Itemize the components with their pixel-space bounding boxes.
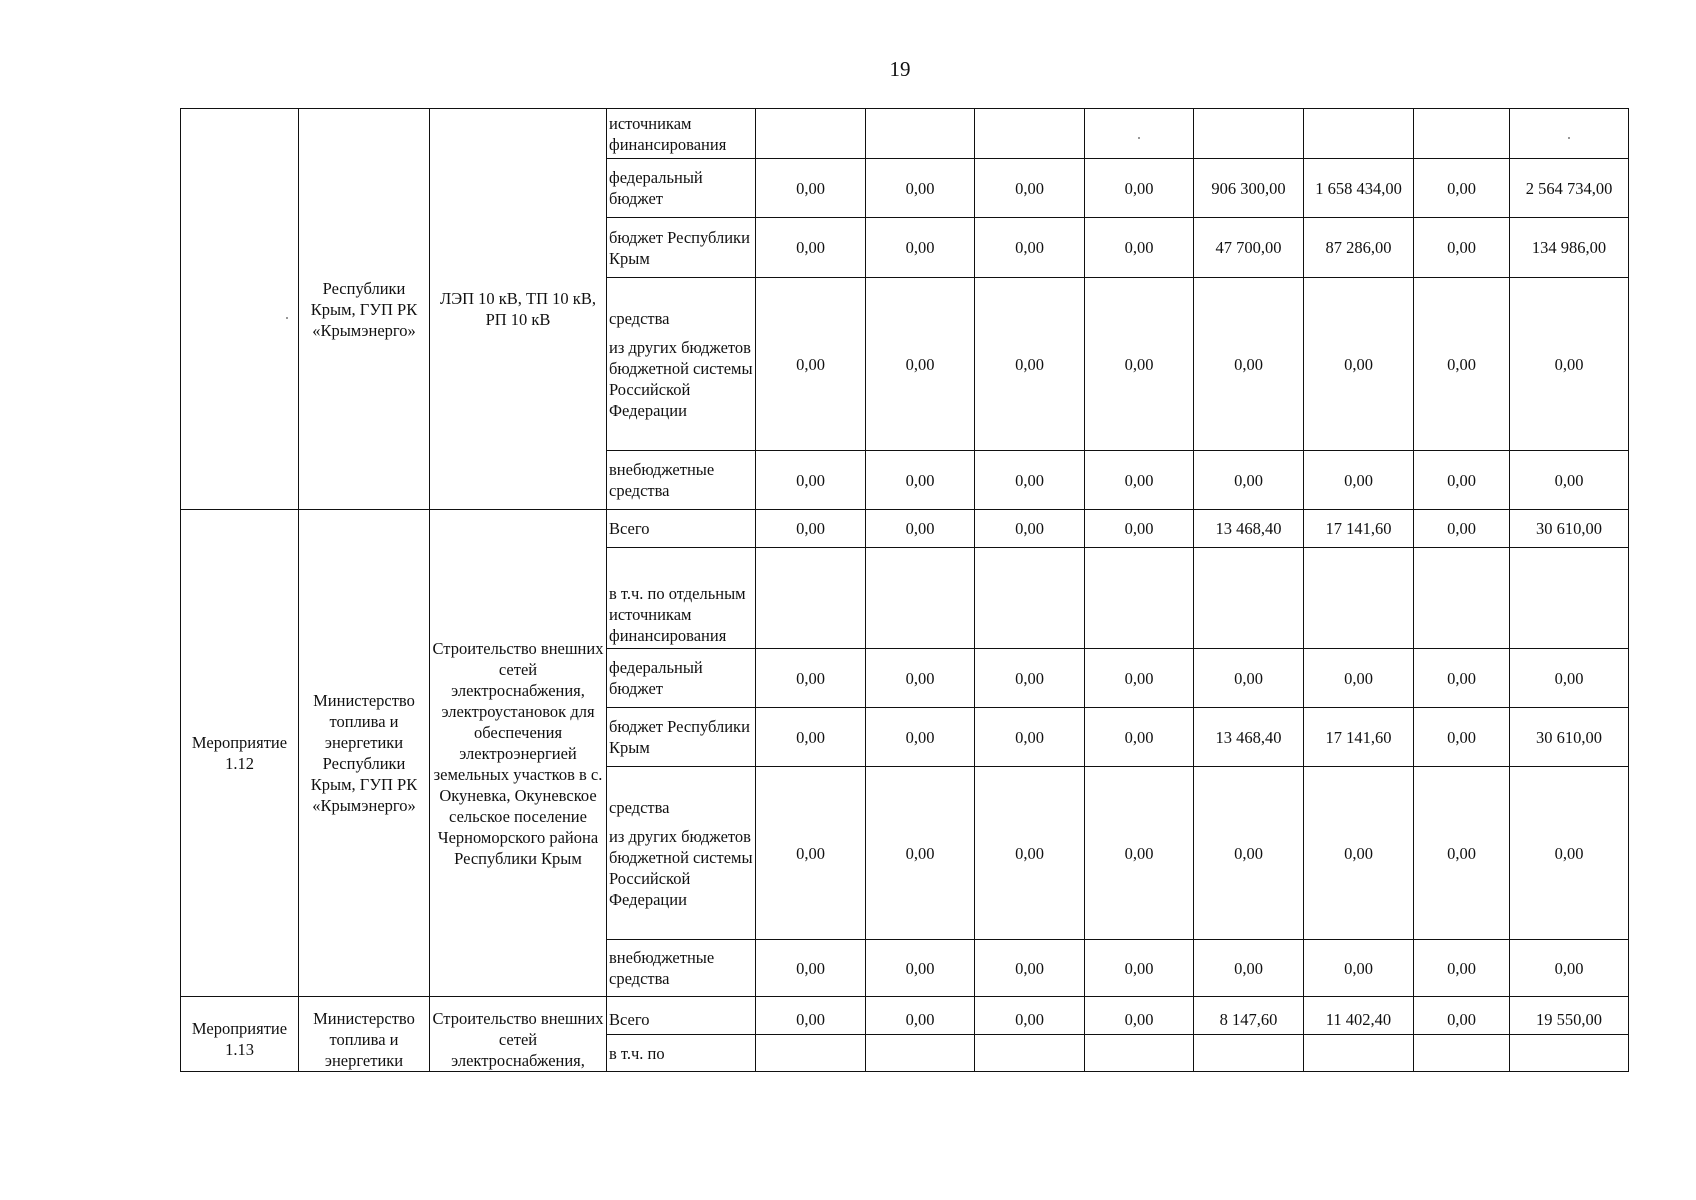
value-cell bbox=[1510, 548, 1629, 649]
budget-table bbox=[180, 108, 1629, 1072]
source-cell: федеральный бюджет bbox=[607, 649, 756, 708]
value-cell bbox=[975, 109, 1085, 159]
source-cell: бюджет Республики Крым bbox=[607, 708, 756, 767]
value-cell: 0,00 bbox=[1085, 649, 1194, 708]
value-cell: 0,00 bbox=[866, 997, 975, 1035]
source-cell: средства из других бюджетов бюджетной системы Российской Федерации bbox=[607, 767, 756, 940]
value-cell: 0,00 bbox=[1510, 940, 1629, 997]
scan-dot bbox=[1568, 137, 1570, 139]
value-cell: 0,00 bbox=[756, 940, 866, 997]
value-cell: 0,00 bbox=[866, 940, 975, 997]
object-cell: Строительство внешних сетей электроснабжения, bbox=[430, 997, 607, 1072]
value-cell: 0,00 bbox=[975, 997, 1085, 1035]
value-cell: 0,00 bbox=[1085, 451, 1194, 510]
value-cell: 0,00 bbox=[1414, 767, 1510, 940]
value-cell: 13 468,40 bbox=[1194, 510, 1304, 548]
value-cell bbox=[1085, 109, 1194, 159]
value-cell: 87 286,00 bbox=[1304, 218, 1414, 278]
value-cell: 0,00 bbox=[1414, 278, 1510, 451]
executor-cell: Министерство топлива и энергетики Республики Крым, ГУП РК «Крымэнерго» bbox=[299, 510, 430, 997]
value-cell: 0,00 bbox=[1414, 708, 1510, 767]
value-cell: 0,00 bbox=[1304, 649, 1414, 708]
value-cell: 0,00 bbox=[1414, 159, 1510, 218]
value-cell: 0,00 bbox=[1414, 940, 1510, 997]
value-cell: 1 658 434,00 bbox=[1304, 159, 1414, 218]
value-cell: 0,00 bbox=[1414, 451, 1510, 510]
value-cell: 0,00 bbox=[1414, 997, 1510, 1035]
value-cell: 0,00 bbox=[1304, 940, 1414, 997]
value-cell bbox=[1510, 1035, 1629, 1072]
scan-dot bbox=[286, 317, 288, 319]
value-cell: 0,00 bbox=[756, 218, 866, 278]
event-cell: Мероприятие 1.12 bbox=[181, 510, 299, 997]
source-cell: в т.ч. по bbox=[607, 1035, 756, 1072]
event-cell bbox=[181, 109, 299, 510]
value-cell: 0,00 bbox=[1085, 510, 1194, 548]
value-cell: 0,00 bbox=[756, 649, 866, 708]
value-cell: 134 986,00 bbox=[1510, 218, 1629, 278]
source-cell: внебюджетные средства bbox=[607, 451, 756, 510]
value-cell bbox=[1085, 548, 1194, 649]
value-cell: 0,00 bbox=[975, 767, 1085, 940]
value-cell: 0,00 bbox=[975, 159, 1085, 218]
value-cell: 0,00 bbox=[866, 767, 975, 940]
value-cell: 13 468,40 bbox=[1194, 708, 1304, 767]
value-cell: 0,00 bbox=[1085, 278, 1194, 451]
value-cell: 0,00 bbox=[1085, 767, 1194, 940]
value-cell: 0,00 bbox=[866, 218, 975, 278]
table-row bbox=[181, 997, 1629, 1035]
value-cell: 0,00 bbox=[1510, 278, 1629, 451]
source-cell: федеральный бюджет bbox=[607, 159, 756, 218]
value-cell bbox=[756, 1035, 866, 1072]
value-cell: 0,00 bbox=[975, 708, 1085, 767]
executor-cell: Министерство топлива и энергетики bbox=[299, 997, 430, 1072]
value-cell: 0,00 bbox=[756, 997, 866, 1035]
value-cell: 0,00 bbox=[866, 451, 975, 510]
object-cell: Строительство внешних сетей электроснабжения, электроустановок для обеспечения электроэнергией земельных участков в с. Окуневка, Окуневское сельское поселение Черноморского района Республики Крым bbox=[430, 510, 607, 997]
value-cell bbox=[1414, 548, 1510, 649]
value-cell: 0,00 bbox=[756, 159, 866, 218]
event-cell: Мероприятие 1.13 bbox=[181, 997, 299, 1072]
value-cell bbox=[1194, 109, 1304, 159]
value-cell: 17 141,60 bbox=[1304, 708, 1414, 767]
value-cell: 0,00 bbox=[866, 159, 975, 218]
value-cell bbox=[756, 109, 866, 159]
value-cell: 0,00 bbox=[1085, 159, 1194, 218]
value-cell: 0,00 bbox=[866, 649, 975, 708]
value-cell: 2 564 734,00 bbox=[1510, 159, 1629, 218]
source-cell: Всего bbox=[607, 997, 756, 1035]
value-cell bbox=[1304, 548, 1414, 649]
value-cell: 0,00 bbox=[975, 218, 1085, 278]
page-number: 19 bbox=[889, 57, 911, 81]
source-cell: в т.ч. по отдельным источникам финансирования bbox=[607, 548, 756, 649]
value-cell: 0,00 bbox=[1194, 767, 1304, 940]
value-cell bbox=[1194, 1035, 1304, 1072]
value-cell: 0,00 bbox=[1304, 767, 1414, 940]
value-cell: 0,00 bbox=[1414, 649, 1510, 708]
table-row bbox=[181, 109, 1629, 159]
value-cell: 0,00 bbox=[1085, 997, 1194, 1035]
value-cell bbox=[975, 1035, 1085, 1072]
value-cell: 0,00 bbox=[975, 649, 1085, 708]
value-cell bbox=[1510, 109, 1629, 159]
source-cell: бюджет Республики Крым bbox=[607, 218, 756, 278]
value-cell: 0,00 bbox=[975, 278, 1085, 451]
value-cell: 0,00 bbox=[1085, 940, 1194, 997]
source-cell: внебюджетные средства bbox=[607, 940, 756, 997]
value-cell: 0,00 bbox=[1510, 649, 1629, 708]
value-cell: 0,00 bbox=[1085, 708, 1194, 767]
value-cell: 0,00 bbox=[756, 278, 866, 451]
value-cell bbox=[1414, 1035, 1510, 1072]
value-cell bbox=[1414, 109, 1510, 159]
value-cell: 0,00 bbox=[1414, 510, 1510, 548]
value-cell: 0,00 bbox=[1304, 278, 1414, 451]
value-cell bbox=[1194, 548, 1304, 649]
value-cell: 0,00 bbox=[756, 767, 866, 940]
value-cell: 0,00 bbox=[756, 510, 866, 548]
value-cell: 0,00 bbox=[866, 708, 975, 767]
value-cell: 0,00 bbox=[975, 451, 1085, 510]
value-cell: 0,00 bbox=[756, 708, 866, 767]
value-cell bbox=[756, 548, 866, 649]
value-cell: 0,00 bbox=[1085, 218, 1194, 278]
value-cell: 11 402,40 bbox=[1304, 997, 1414, 1035]
value-cell bbox=[1085, 1035, 1194, 1072]
source-cell: Всего bbox=[607, 510, 756, 548]
value-cell: 0,00 bbox=[1510, 451, 1629, 510]
scan-dot bbox=[1138, 137, 1140, 139]
value-cell: 0,00 bbox=[866, 510, 975, 548]
value-cell: 8 147,60 bbox=[1194, 997, 1304, 1035]
value-cell: 0,00 bbox=[1304, 451, 1414, 510]
value-cell bbox=[866, 109, 975, 159]
value-cell: 0,00 bbox=[1194, 940, 1304, 997]
value-cell bbox=[975, 548, 1085, 649]
value-cell bbox=[1304, 109, 1414, 159]
value-cell: 0,00 bbox=[1414, 218, 1510, 278]
value-cell: 30 610,00 bbox=[1510, 708, 1629, 767]
value-cell: 0,00 bbox=[975, 510, 1085, 548]
value-cell: 30 610,00 bbox=[1510, 510, 1629, 548]
value-cell: 906 300,00 bbox=[1194, 159, 1304, 218]
executor-cell: Республики Крым, ГУП РК «Крымэнерго» bbox=[299, 109, 430, 510]
value-cell: 19 550,00 bbox=[1510, 997, 1629, 1035]
value-cell: 47 700,00 bbox=[1194, 218, 1304, 278]
source-cell: средства из других бюджетов бюджетной системы Российской Федерации bbox=[607, 278, 756, 451]
value-cell: 17 141,60 bbox=[1304, 510, 1414, 548]
value-cell: 0,00 bbox=[866, 278, 975, 451]
object-cell: ЛЭП 10 кВ, ТП 10 кВ, РП 10 кВ bbox=[430, 109, 607, 510]
source-cell: источникам финансирования bbox=[607, 109, 756, 159]
value-cell bbox=[866, 1035, 975, 1072]
table-row bbox=[181, 510, 1629, 548]
value-cell bbox=[1304, 1035, 1414, 1072]
value-cell: 0,00 bbox=[1510, 767, 1629, 940]
value-cell: 0,00 bbox=[1194, 278, 1304, 451]
value-cell: 0,00 bbox=[1194, 451, 1304, 510]
value-cell: 0,00 bbox=[1194, 649, 1304, 708]
value-cell bbox=[866, 548, 975, 649]
value-cell: 0,00 bbox=[975, 940, 1085, 997]
value-cell: 0,00 bbox=[756, 451, 866, 510]
